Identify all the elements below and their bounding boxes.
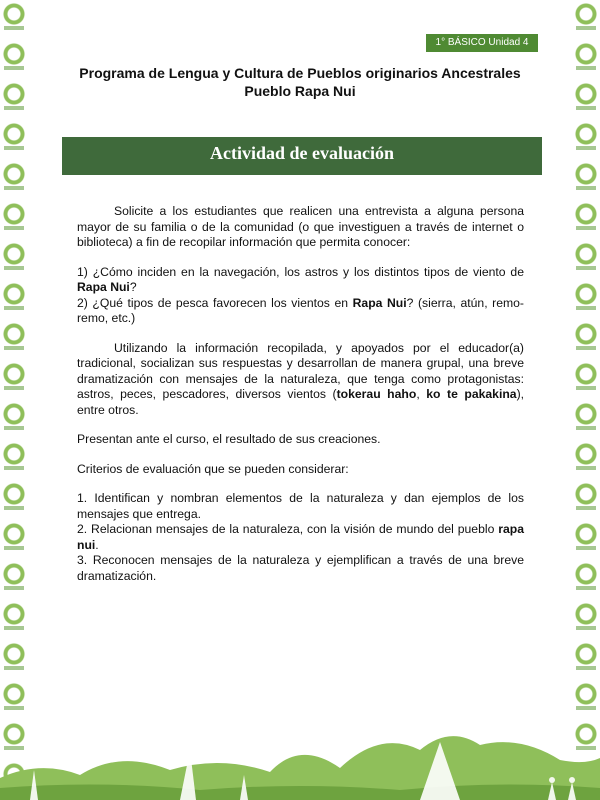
instructions-paragraph: Utilizando la información recopilada, y apoyados por el educador(a) tradicional, socializan sus respuestas y desarrollan de manera grupal, una breve dramatización con mensajes de la naturaleza, que tenga como protagonistas: astros, peces, pescadores, diversos vientos (tokerau haho, ko te pakakina), entre otros.	[77, 340, 525, 417]
activity-banner: Actividad de evaluación	[62, 137, 542, 175]
decorative-border-left	[0, 0, 28, 800]
criteria-heading: Criterios de evaluación que se pueden considerar:	[77, 461, 349, 476]
footer-ground	[0, 784, 600, 800]
criterion-2: 2. Relacionan mensajes de la naturaleza, con la visión de mundo del pueblo rapa nui.	[77, 522, 524, 552]
presentation-paragraph: Presentan ante el curso, el resultado de sus creaciones.	[77, 432, 381, 446]
criterion-3: 3. Reconocen mensajes de la naturaleza y ejemplifican a través de una breve dramatización.	[77, 553, 524, 583]
question-2: 2) ¿Qué tipos de pesca favorecen los vientos en Rapa Nui? (sierra, atún, remo-remo, etc.)	[77, 295, 524, 325]
question-1: 1) ¿Cómo inciden en la navegación, los astros y los distintos tipos de viento de Rapa Nui?	[77, 264, 524, 294]
landscape-footer-illustration	[0, 720, 600, 800]
program-title	[40, 64, 560, 100]
criterion-1: 1. Identifican y nombran elementos de la naturaleza y dan ejemplos de los mensajes que entrega.	[77, 491, 524, 521]
intro-paragraph: Solicite a los estudiantes que realicen una entrevista a alguna persona mayor de su familia o de la comunidad (o que investiguen a través de internet o biblioteca) a fin de recopilar información que permita conocer:	[77, 204, 524, 249]
decorative-border-right	[572, 0, 600, 800]
grade-badge: 1° BÁSICO Unidad 4	[426, 34, 538, 52]
program-title-line1: Programa de Lengua y Cultura de Pueblos originarios Ancestrales	[79, 65, 521, 81]
activity-content	[77, 204, 524, 598]
program-title-line2: Pueblo Rapa Nui	[244, 83, 356, 99]
